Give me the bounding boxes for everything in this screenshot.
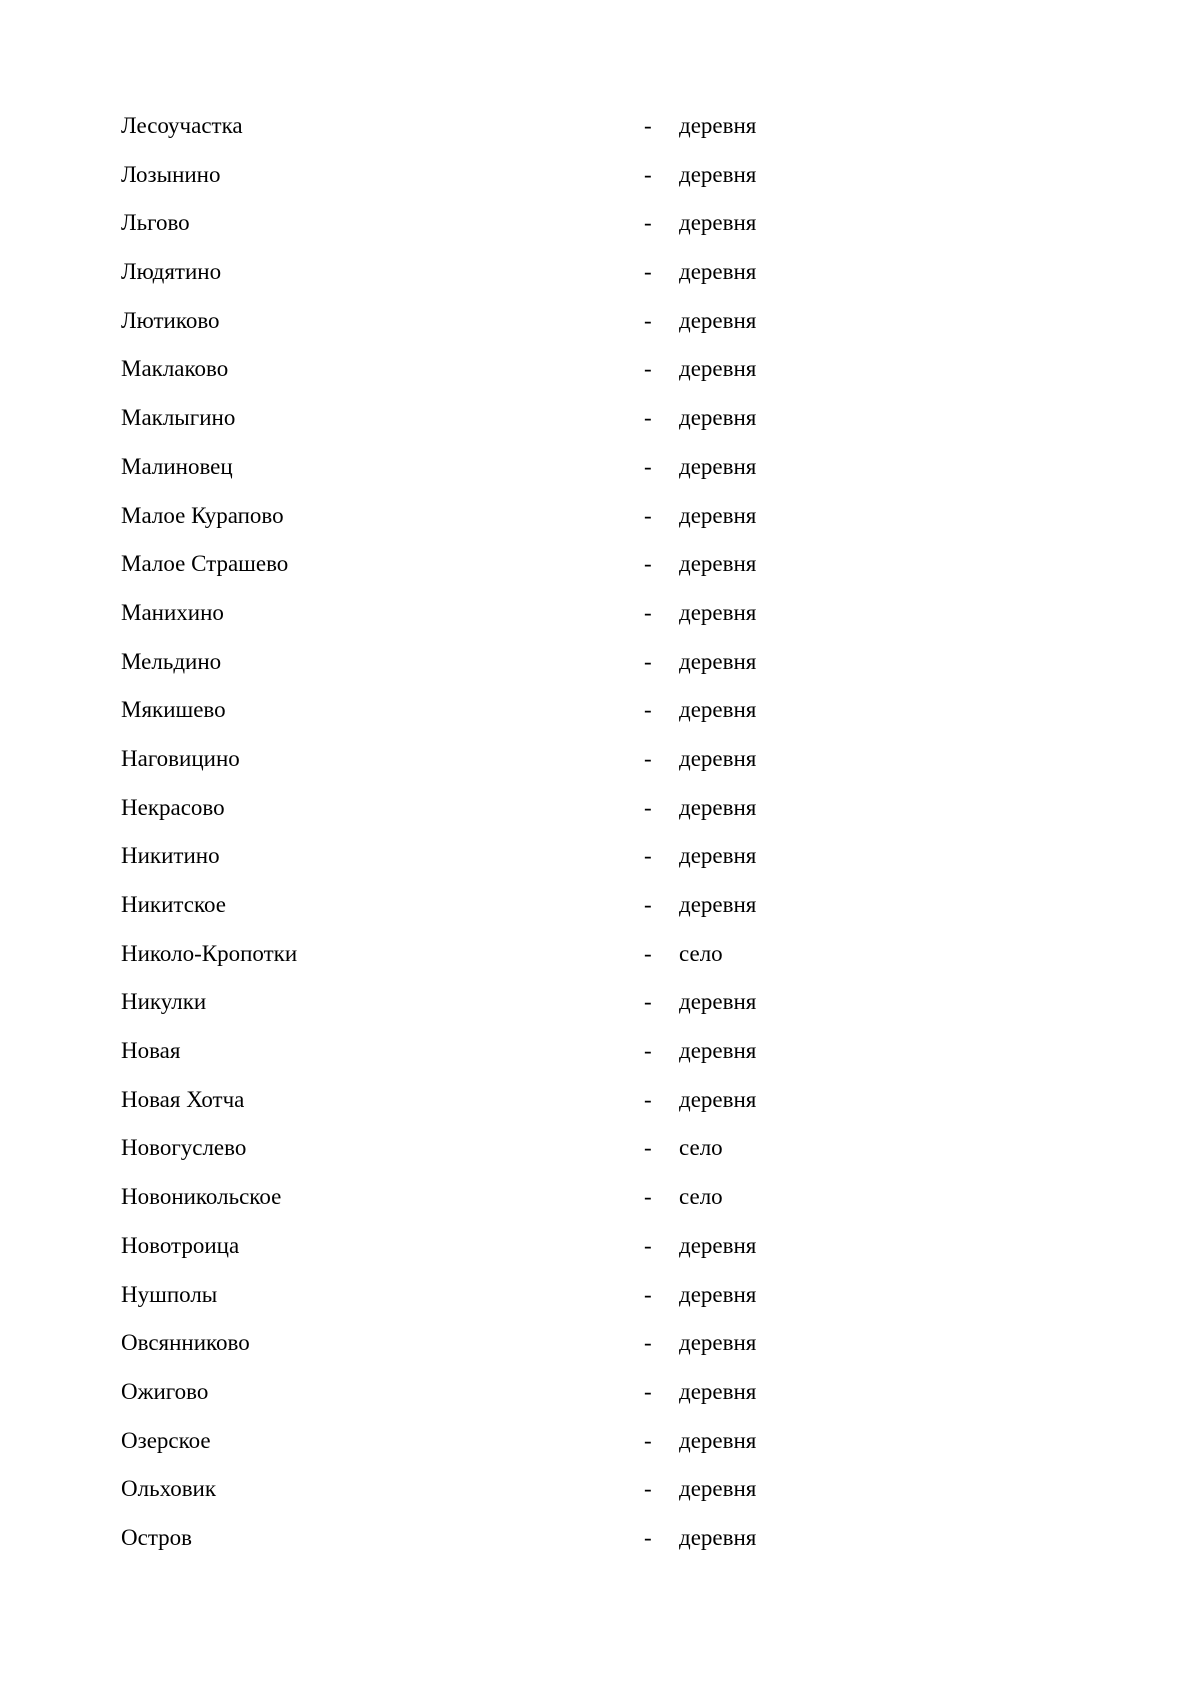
settlement-name: Новая Хотча [121, 1086, 245, 1112]
list-item [121, 400, 921, 449]
separator-dash: - [644, 307, 652, 333]
settlement-type: деревня [679, 1038, 757, 1064]
settlement-name: Наговицино [121, 745, 240, 771]
settlement-type: деревня [679, 502, 757, 528]
list-item [121, 984, 921, 1033]
list-item [121, 303, 921, 352]
settlement-name: Ожигово [121, 1378, 209, 1404]
settlement-name: Маклаково [121, 356, 229, 382]
separator-dash: - [644, 599, 652, 625]
settlement-type: деревня [679, 1330, 757, 1356]
settlement-type: деревня [679, 697, 757, 723]
list-item [121, 692, 921, 741]
separator-dash: - [644, 794, 652, 820]
separator-dash: - [644, 1378, 652, 1404]
list-item [121, 254, 921, 303]
separator-dash: - [644, 259, 652, 285]
separator-dash: - [644, 1330, 652, 1356]
settlement-name: Остров [121, 1524, 193, 1550]
settlement-name: Мельдино [121, 648, 222, 674]
list-item [121, 790, 921, 839]
list-item [121, 838, 921, 887]
settlement-name: Нушполы [121, 1281, 218, 1307]
list-item [121, 157, 921, 206]
separator-dash: - [644, 356, 652, 382]
list-item [121, 1033, 921, 1082]
list-item [121, 205, 921, 254]
separator-dash: - [644, 210, 652, 236]
separator-dash: - [644, 113, 652, 138]
settlement-type: деревня [679, 453, 757, 479]
separator-dash: - [644, 697, 652, 723]
settlement-type: деревня [679, 210, 757, 236]
settlement-name: Озерское [121, 1427, 211, 1453]
list-item [121, 498, 921, 547]
settlement-name: Лозынино [121, 161, 221, 187]
list-item [121, 1325, 921, 1374]
settlement-type: деревня [679, 892, 757, 917]
settlement-type: деревня [679, 1427, 757, 1453]
settlement-type: деревня [679, 745, 757, 771]
list-item [121, 1520, 921, 1569]
separator-dash: - [644, 892, 652, 917]
settlement-name: Ольховик [121, 1476, 217, 1502]
list-item [121, 887, 921, 936]
separator-dash: - [644, 1476, 652, 1502]
separator-dash: - [644, 1086, 652, 1112]
list-item [121, 1423, 921, 1472]
separator-dash: - [644, 161, 652, 187]
settlement-type: деревня [679, 1281, 757, 1307]
settlement-type: деревня [679, 989, 757, 1015]
separator-dash: - [644, 1184, 652, 1210]
separator-dash: - [644, 745, 652, 771]
separator-dash: - [644, 1427, 652, 1453]
settlement-name: Николо-Кропотки [121, 940, 298, 966]
settlement-type: деревня [679, 1378, 757, 1404]
separator-dash: - [644, 989, 652, 1015]
settlement-type: село [679, 1184, 723, 1210]
settlement-name: Никитское [121, 892, 226, 917]
separator-dash: - [644, 405, 652, 431]
settlement-type: деревня [679, 599, 757, 625]
list-item [121, 1471, 921, 1520]
settlement-type: деревня [679, 1476, 757, 1502]
settlement-name: Лютиково [121, 307, 220, 333]
list-item [121, 1130, 921, 1179]
list-item [121, 1277, 921, 1326]
settlement-type: деревня [679, 259, 757, 285]
separator-dash: - [644, 1524, 652, 1550]
list-item [121, 449, 921, 498]
settlement-type: село [679, 940, 723, 966]
separator-dash: - [644, 648, 652, 674]
separator-dash: - [644, 1281, 652, 1307]
settlement-type: деревня [679, 356, 757, 382]
separator-dash: - [644, 502, 652, 528]
separator-dash: - [644, 551, 652, 577]
settlement-type: деревня [679, 161, 757, 187]
settlement-name: Никитино [121, 843, 220, 869]
settlement-name: Льгово [121, 210, 190, 236]
settlement-type: село [679, 1135, 723, 1161]
settlement-name: Людятино [121, 259, 222, 285]
list-item [121, 351, 921, 400]
separator-dash: - [644, 940, 652, 966]
settlement-name: Новотроица [121, 1232, 240, 1258]
settlement-name: Малое Страшево [121, 551, 289, 577]
settlement-name: Некрасово [121, 794, 225, 820]
separator-dash: - [644, 843, 652, 869]
settlement-name: Малиновец [121, 453, 233, 479]
settlement-type: деревня [679, 794, 757, 820]
settlement-name: Маклыгино [121, 405, 236, 431]
settlement-name: Новая [121, 1038, 181, 1064]
settlement-type: деревня [679, 1086, 757, 1112]
settlement-name: Лесоучастка [121, 113, 243, 138]
settlement-type: деревня [679, 307, 757, 333]
list-item [121, 1228, 921, 1277]
settlement-name: Новоникольское [121, 1184, 282, 1210]
separator-dash: - [644, 1135, 652, 1161]
settlement-name: Никулки [121, 989, 207, 1015]
list-item [121, 1374, 921, 1423]
settlement-type: деревня [679, 1232, 757, 1258]
settlement-type: деревня [679, 551, 757, 577]
list-item [121, 644, 921, 693]
settlement-name: Мякишево [121, 697, 226, 723]
separator-dash: - [644, 453, 652, 479]
settlement-type: деревня [679, 113, 757, 138]
settlement-name: Овсянниково [121, 1330, 250, 1356]
settlement-type: деревня [679, 405, 757, 431]
settlement-type: деревня [679, 843, 757, 869]
settlement-name: Малое Курапово [121, 502, 284, 528]
list-item [121, 1179, 921, 1228]
list-item [121, 546, 921, 595]
settlement-name: Манихино [121, 599, 224, 625]
list-item [121, 108, 921, 157]
list-item [121, 936, 921, 985]
settlement-type: деревня [679, 1524, 757, 1550]
list-item [121, 595, 921, 644]
settlement-list [121, 108, 921, 1569]
settlement-type: деревня [679, 648, 757, 674]
separator-dash: - [644, 1038, 652, 1064]
separator-dash: - [644, 1232, 652, 1258]
list-item [121, 1082, 921, 1131]
settlement-name: Новогуслево [121, 1135, 247, 1161]
list-item [121, 741, 921, 790]
